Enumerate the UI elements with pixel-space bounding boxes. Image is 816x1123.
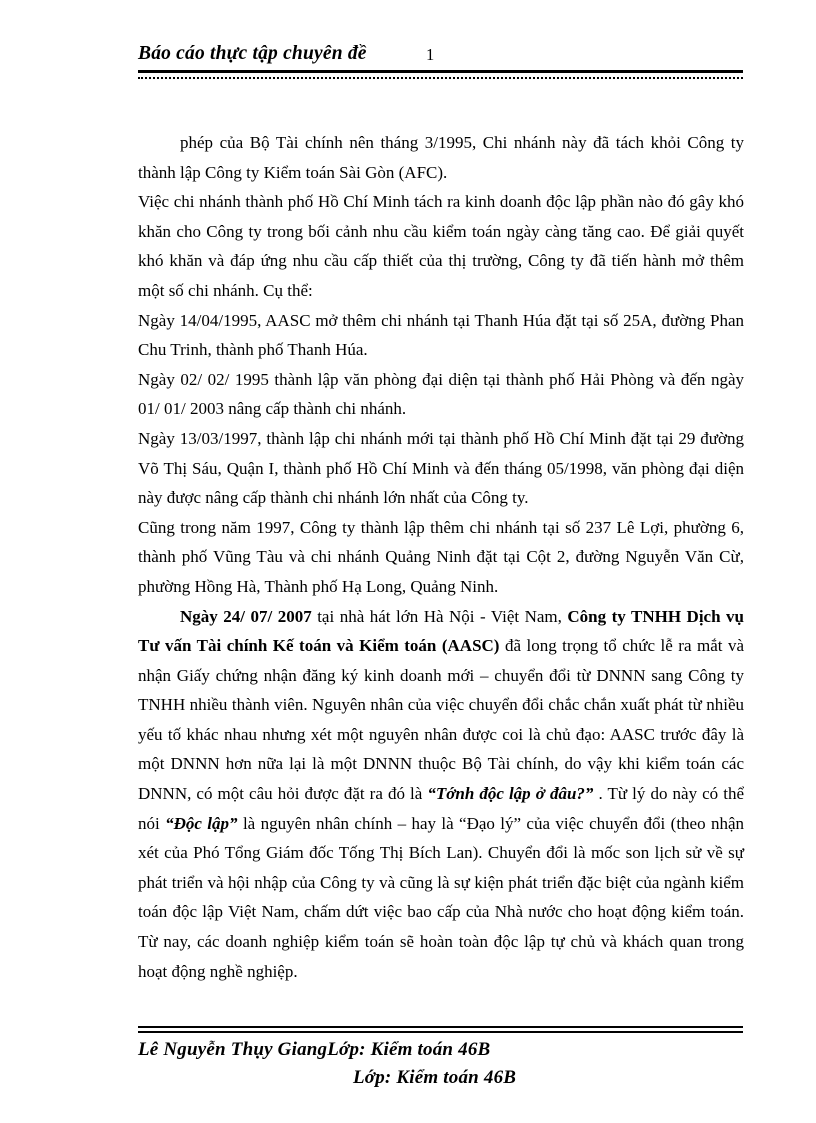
paragraph-3: [138, 306, 744, 365]
text-run-bold: Ngày 24/ 07/ 2007: [180, 606, 318, 626]
text-run: Ngày 13/03/1997, thành lập chi nhánh mới tại thành phố Hồ Chí Minh đặt tại 29 đường Võ Thị Sáu, Quận I, thành phố Hồ Chí Minh và đến tháng 05/1998, văn phòng đại diện này được nâng cấp thành chi nhánh lớn nhất của Công ty.: [138, 428, 744, 508]
text-run: là nguyên nhân chính – hay là “Đạo lý” của việc chuyển đổi (theo nhận xét của Phó Tổng Giám đốc Tống Thị Bích Lan). Chuyển đổi là mốc son lịch sử về sự phát triển và hội nhập của Công ty và cũng là sự kiện phát triển đặc biệt của ngành kiểm toán độc lập Việt Nam, chấm dứt việc bao cấp của Nhà nước cho hoạt động kiểm toán. Từ nay, các doanh nghiệp kiểm toán sẽ hoàn toàn độc lập tự chủ và khách quan trong hoạt động nghề nghiệp.: [138, 813, 745, 981]
text-run: Việc chi nhánh thành phố Hồ Chí Minh tách ra kinh doanh độc lập phần nào đó gây khó khăn cho Công ty trong bối cảnh nhu cầu kiểm toán ngày càng tăng cao. Để giải quyết khó khăn và đáp ứng nhu cầu cấp thiết của thị trường, Công ty đã tiến hành mở thêm một số chi nhánh. Cụ thể:: [138, 192, 744, 300]
text-run: . Từ lý do này có thể nói: [138, 784, 745, 833]
text-run-bold-italic: “Tớnh độc lập ở đâu?”: [427, 784, 594, 804]
header-rule-solid: [138, 70, 743, 73]
footer-author-line: Lê Nguyễn Thụy GiangLớp: Kiểm toán 46B: [138, 1039, 491, 1060]
footer-class-line: Lớp: Kiểm toán 46B: [353, 1067, 517, 1088]
text-run-bold-italic: “Độc lập”: [165, 813, 238, 833]
text-run: Ngày 02/ 02/ 1995 thành lập văn phòng đại diện tại thành phố Hải Phòng và đến ngày 01/ 01/ 2003 nâng cấp thành chi nhánh.: [138, 369, 744, 419]
paragraph-1: [138, 128, 744, 187]
footer-rule: [138, 1026, 743, 1033]
text-run: Ngày 14/04/1995, AASC mở thêm chi nhánh tại Thanh Húa đặt tại số 25A, đường Phan Chu Trinh, thành phố Thanh Húa.: [138, 310, 744, 360]
text-run-bold: Công ty TNHH Dịch vụ Tư vấn Tài chính Kế toán và Kiểm toán (AASC): [138, 606, 744, 656]
text-run: đã long trọng tổ chức lễ ra mắt và nhận Giấy chứng nhận đăng ký kinh doanh mới – chuyển đổi từ DNNN sang Công ty TNHH nhiều thành viên. Nguyên nhân của việc chuyển đổi chắc chắn xuất phát từ nhiều yếu tố khác nhau nhưng xét một nguyên nhân được coi là chủ đạo: AASC trước đây là một DNNN hơn nữa lại là một DNNN thuộc Bộ Tài chính, do vậy khi kiểm toán các DNNN, có một câu hỏi được đặt ra đó là: [138, 636, 744, 804]
page-header: [138, 43, 743, 71]
header-page-number: 1: [426, 45, 435, 64]
paragraph-2: [138, 187, 744, 305]
document-body: [138, 128, 744, 986]
paragraph-5: [138, 424, 744, 513]
text-run: Cũng trong năm 1997, Công ty thành lập thêm chi nhánh tại số 237 Lê Lợi, phường 6, thành phố Vũng Tàu và chi nhánh Quảng Ninh đặt tại Cột 2, đường Nguyễn Văn Cừ, phường Hồng Hà, Thành phố Hạ Long, Quảng Ninh.: [138, 517, 744, 596]
text-run: tại nhà hát lớn Hà Nội - Việt Nam,: [317, 606, 568, 626]
page-footer: [138, 1036, 750, 1092]
paragraph-7: [138, 602, 744, 987]
paragraph-6: [138, 513, 744, 602]
header-rule-dotted: [138, 77, 743, 79]
header-title: Báo cáo thực tập chuyên đề: [138, 43, 367, 64]
paragraph-4: [138, 365, 744, 424]
text-run: phép của Bộ Tài chính nên tháng 3/1995, Chi nhánh này đã tách khỏi Công ty thành lập Công ty Kiểm toán Sài Gòn (AFC).: [138, 133, 744, 182]
